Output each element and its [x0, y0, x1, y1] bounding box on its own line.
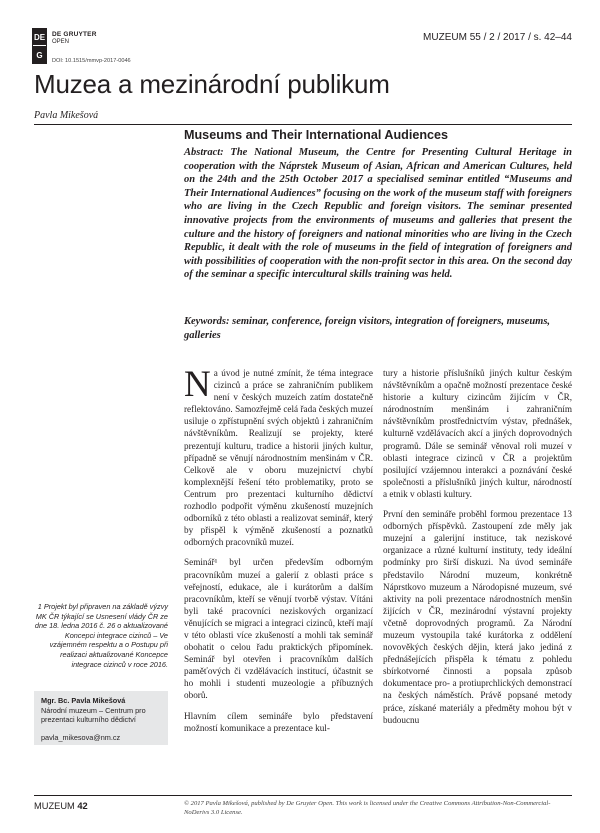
- keywords-text: seminar, conference, foreign visitors, integration of foreigners, museums, galleries: [184, 316, 551, 341]
- doi: DOI: 10.1515/mmvp-2017-0046: [52, 58, 131, 64]
- keywords: [184, 315, 572, 342]
- abstract-text: The National Museum, the Centre for Presenting Cultural Heritage in cooperation with the Náprstek Museum of Asian, African and American Cultures, held on the 24th and the 25th October 2017 a specialised seminar entitled “Museums and Their International Audiences” focusing on the work of the museum staff with foreigners who are living in the Czech Republic and foreign visitors. The seminar presented innovative projects from the environments of museums and galleries that present the culture and the history of foreigners and national minorities who are living in the Czech Republic, it dealt with the role of museums in the field of integration of foreigners and with possibilities of cooperation with the non-profit sector in this area. On the second day of the seminar a specific intercultural skills training was held.: [184, 147, 572, 281]
- body-paragraph: Hlavním cílem semináře bylo představení možností komunikace a prezentace kul-: [184, 710, 373, 733]
- abstract: [184, 146, 572, 282]
- publisher-name: DE GRUYTER: [52, 31, 97, 38]
- author-info-box: [34, 691, 168, 745]
- body-column-left: [184, 364, 373, 742]
- footer-journal-name: MUZEUM: [34, 801, 75, 811]
- body-paragraph: První den semináře proběhl formou prezentace 13 odborných příspěvků. Zastoupení zde měly jak muzejní a galerijní instituce, tak neziskové organizace a různé kulturní instituty, tedy ideální podmínky pro širší diskuzi. Na úvod semináře představilo Národní muzeum, konkrétně Náprstkovo muzeum a Národopisné muzeum, své aktivity na poli prezentace národnostních menšin žijících v ČR, mezinárodní výstavní projekty včetně doprovodných programů. Za Národní muzeum vystoupila také kurátorka z oddělení novověkých českých dějin, která jako jediná z přednášejících přispěla k tématu z pohledu sbírkotvorné činnosti a popsala způsob dokumentace pro- a protiuprchlických demonstrací na českých náměstích. Právě popsané metody práce, získané materiály a předměty mohou být v budoucnu: [383, 509, 572, 725]
- abstract-label: Abstract:: [184, 147, 224, 158]
- drop-cap: N: [184, 364, 211, 405]
- publisher-logo: [32, 28, 47, 64]
- body-paragraph: [184, 364, 373, 548]
- logo-bottom-text: G: [36, 50, 43, 60]
- journal-reference: MUZEUM 55 / 2 / 2017 / s. 42–44: [423, 32, 572, 43]
- keywords-label: Keywords:: [184, 316, 230, 327]
- body-column-right: [383, 367, 572, 734]
- logo-divider: [33, 45, 46, 46]
- license-notice: © 2017 Pavla Mikešová, published by De Gruyter Open. This work is licensed under the Creative Commons Attribution-Non-Commercial-NoDerivs 3.0 License.: [184, 800, 551, 816]
- author-box-affiliation: Národní muzeum – Centrum pro prezentaci kulturního dědictví: [41, 706, 146, 725]
- author-box-name: Mgr. Bc. Pavla Mikešová: [41, 696, 126, 705]
- footer-rule: [34, 795, 572, 796]
- publisher-name-sub: OPEN: [52, 39, 70, 45]
- article-author: Pavla Mikešová: [34, 110, 99, 121]
- english-title: Museums and Their International Audiences: [184, 128, 449, 142]
- body-paragraph: Seminář¹ byl určen především odborným pracovníkům muzeí a galerií z oblasti práce s veřejností, edukace, ale i kurátorům a dalším pracovníkům, kteří se věnují tvorbě výstav. Vítáni byli také pracovníci neziskových organizací věnujících se migraci a integraci cizinců, kteří mají v této oblasti více zkušeností a mohli tak seminář obohatit o celou řadu praktických připomínek. Seminář byl otevřen i pracovníkům dalších paměťových či vzdělávacích institucí, účastnit se ho mohli i studenti muzeologie a příbuzných oborů.: [184, 557, 373, 701]
- footnote: 1 Projekt byl připraven na základě výzvy MK ČR týkající se Usnesení vlády ČR ze dne 18. ledna 2016 č. 26 o aktualizované Koncepci integrace cizinců – Ve vzájemném respektu a o Postupu při realizaci aktualizované Koncepce integrace cizinců v roce 2016.: [34, 602, 168, 669]
- logo-top-text: DE: [33, 32, 46, 42]
- paragraph-text: a úvod je nutné zmínit, že téma integrace cizinců a práce se zahraničním publikem není v českých muzeích zatím dostatečně reflektováno. Samozřejmě celá řada českých muzeí usiluje o zpřístupnění svých objektů i zahraničním návštěvníkům. Realizují se projekty, které prezentují kulturu, tradice a historii jiných kultur, případně se věnují národnostním menšinám v ČR. Celkově ale v oboru muzejnictví chybí komplexnější řešení této problematiky, proto se Centrum pro prezentaci kulturního dědictví rozhodlo podpořit výměnu zkušeností muzejních odborníků z této oblasti a realizovat seminář, který by přispěl k výměně zkušeností a poznatků odborných pracovníků muzeí.: [184, 368, 373, 548]
- body-paragraph: tury a historie příslušníků jiných kultur českým návštěvníkům a opačně možností prezentace české historie a kultury cizincům žijícím v ČR, národnostním menšinám i zahraničním návštěvníkům prostřednictvím výstav, přednášek, kulturně vzdělávacích akcí a jiných doprovodných programů. Dále se seminář věnoval roli muzeí v oblasti integrace cizinců v ČR a projektům posilující vzájemnou interakci a poznávání české společnosti a příslušníků jiných kultur, národností a etnik v oblasti kultury.: [383, 368, 572, 499]
- header-rule: [34, 124, 572, 125]
- footer-journal: [34, 801, 88, 811]
- page-number: 42: [77, 801, 88, 811]
- article-title: Muzea a mezinárodní publikum: [34, 69, 390, 99]
- author-box-email[interactable]: pavla_mikesova@nm.cz: [41, 733, 121, 742]
